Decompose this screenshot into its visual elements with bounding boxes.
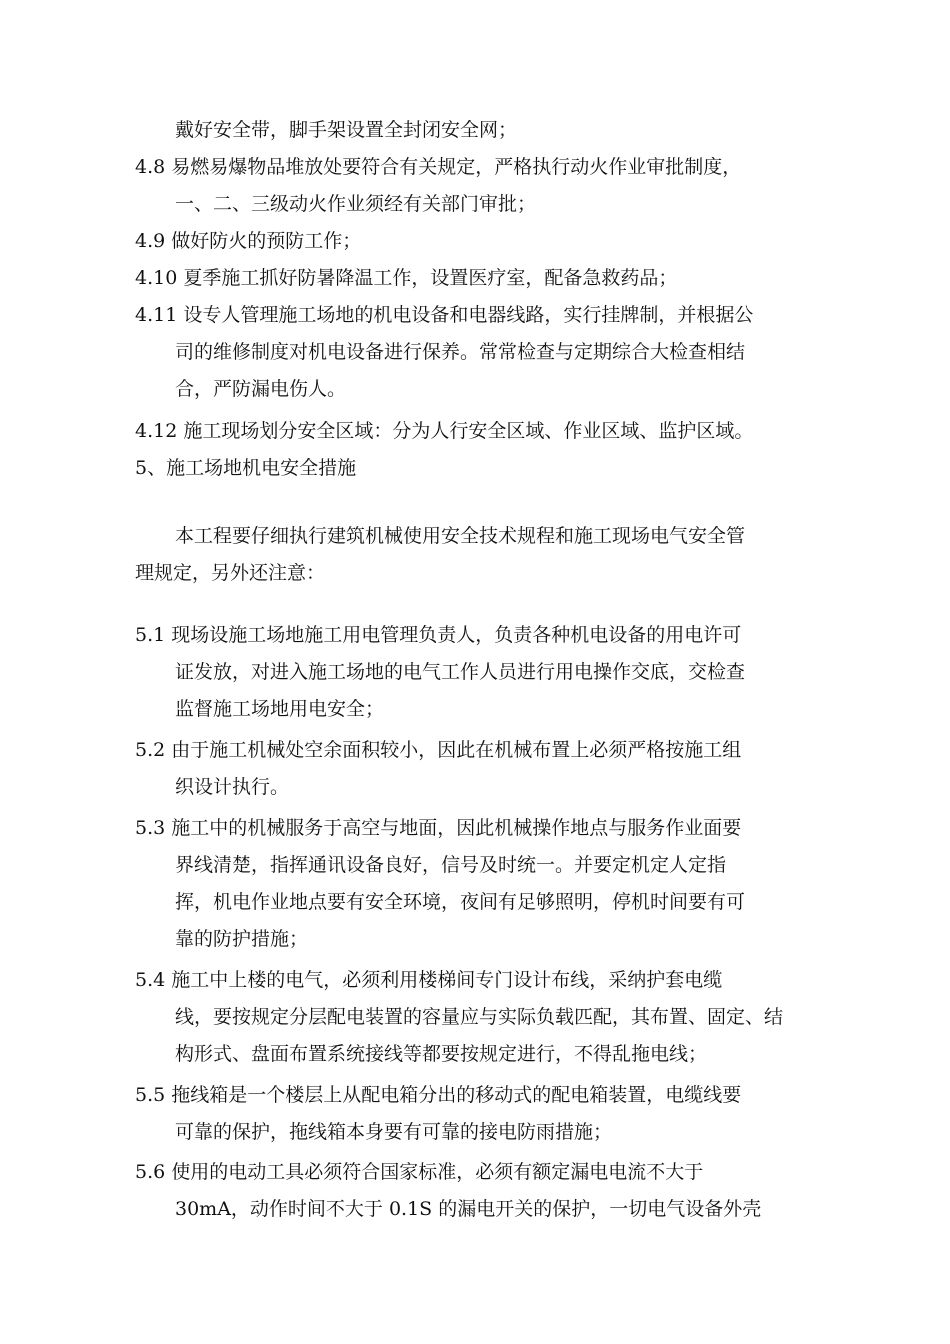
text-line: 4.11 设专人管理施工场地的机电设备和电器线路，实行挂牌制，并根据公 [135,304,754,326]
text-line: 靠的防护措施； [175,928,309,950]
text-line: 理规定，另外还注意： [135,562,326,584]
section-heading: 5、施工场地机电安全措施 [135,457,357,479]
text-line: 线，要按规定分层配电装置的容量应与实际负载匹配，其布置、固定、结 [175,1006,784,1028]
text-line: 监督施工场地用电安全； [175,698,385,720]
text-line: 构形式、盘面布置系统接线等都要按规定进行，不得乱拖电线； [175,1043,708,1065]
text-line: 戴好安全带，脚手架设置全封闭安全网； [175,119,518,141]
text-line: 5.2 由于施工机械处空余面积较小，因此在机械布置上必须严格按施工组 [135,739,742,761]
text-line: 织设计执行。 [175,776,290,798]
text-line: 5.6 使用的电动工具必须符合国家标准，必须有额定漏电电流不大于 [135,1161,704,1183]
text-line: 4.10 夏季施工抓好防暑降温工作，设置医疗室，配备急救药品； [135,267,678,289]
text-line: 合，严防漏电伤人。 [175,378,347,400]
text-line: 5.3 施工中的机械服务于高空与地面，因此机械操作地点与服务作业面要 [135,817,742,839]
text-line: 5.5 拖线箱是一个楼层上从配电箱分出的移动式的配电箱装置，电缆线要 [135,1084,742,1106]
text-line: 证发放，对进入施工场地的电气工作人员进行用电操作交底，交检查 [175,661,746,683]
text-line: 界线清楚，指挥通讯设备良好，信号及时统一。并要定机定人定指 [175,854,727,876]
text-line: 5.1 现场设施工场地施工用电管理负责人，负责各种机电设备的用电许可 [135,624,742,646]
text-line: 本工程要仔细执行建筑机械使用安全技术规程和施工现场电气安全管 [175,525,746,547]
text-line: 30mA，动作时间不大于 0.1S 的漏电开关的保护，一切电气设备外壳 [175,1198,762,1220]
text-line: 一、二、三级动火作业须经有关部门审批； [175,193,537,215]
text-line: 4.8 易燃易爆物品堆放处要符合有关规定，严格执行动火作业审批制度， [135,156,742,178]
text-line: 司的维修制度对机电设备进行保养。常常检查与定期综合大检查相结 [175,341,746,363]
text-line: 挥，机电作业地点要有安全环境，夜间有足够照明，停机时间要有可 [175,891,746,913]
text-line: 5.4 施工中上楼的电气，必须利用楼梯间专门设计布线，采纳护套电缆 [135,969,723,991]
text-line: 可靠的保护，拖线箱本身要有可靠的接电防雨措施； [175,1121,613,1143]
text-line: 4.9 做好防火的预防工作； [135,230,362,252]
text-line: 4.12 施工现场划分安全区域：分为人行安全区域、作业区域、监护区域。 [135,420,754,442]
